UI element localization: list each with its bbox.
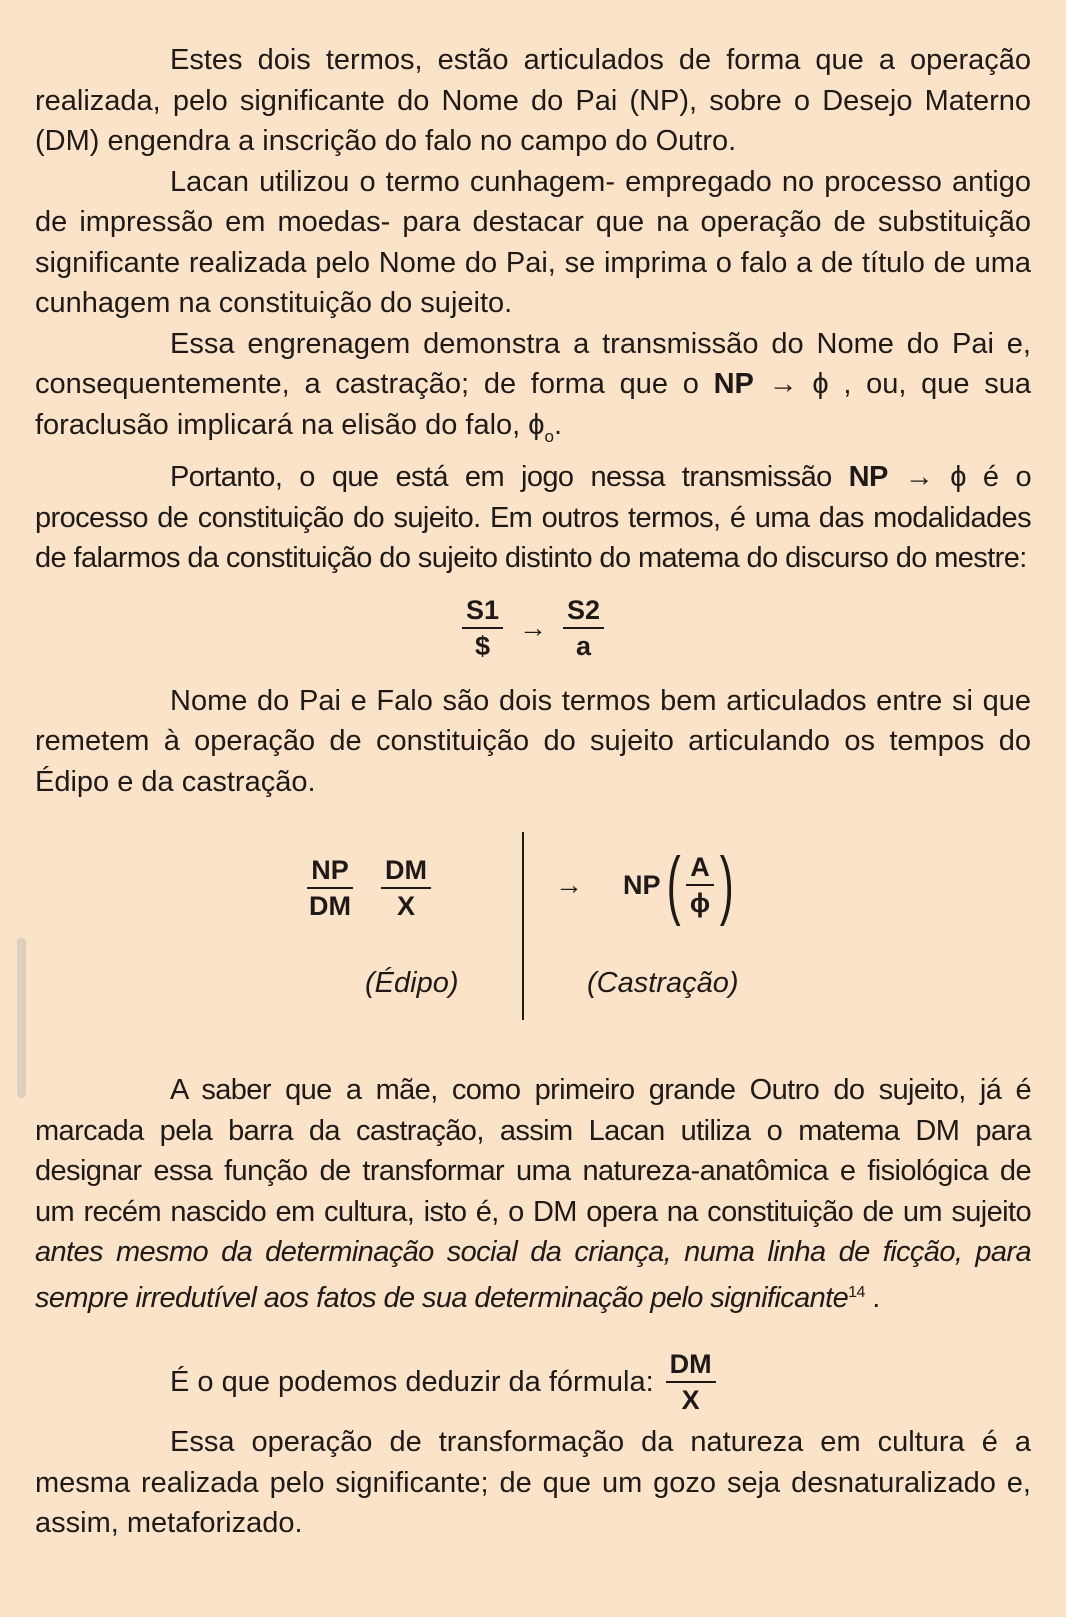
text: . (864, 1281, 880, 1314)
np-parenthesized (623, 842, 739, 927)
text: Essa engrenagem demonstra a transmissão do Nome do Pai e, consequentemente, a castração; de forma que o (35, 327, 1031, 400)
numerator: DM (381, 857, 431, 889)
fraction-dm-x (381, 857, 431, 919)
master-discourse-matheme (35, 583, 1031, 673)
text: A saber que a mãe, como primeiro grande Outro do sujeito, já é marcada pela barra da castração, assim Lacan utiliza o matema DM para designar essa função de transformar uma natureza-anatômica e fisiológica de um recém nascido em cultura, isto é, o DM opera na constituição de um sujeito (35, 1074, 1031, 1228)
paragraph-1: Estes dois termos, estão articulados de forma que a operação realizada, pelo significante do Nome do Pai (NP), sobre o Desejo Materno (DM) engendra a inscrição do falo no campo do Outro. (35, 44, 1031, 157)
paragraph-5: Nome do Pai e Falo são dois termos bem articulados entre si que remetem à operação de constituição do sujeito articulando os tempos do Édipo e da castração. (35, 684, 1031, 798)
paragraph-6 (35, 1070, 1031, 1318)
document-page (35, 40, 1031, 1544)
oedipus-formula (305, 857, 431, 919)
numerator: DM (666, 1351, 716, 1383)
phi-symbol: ϕ (812, 368, 829, 400)
subscript: o (544, 426, 554, 446)
footnote-ref: 14 (848, 1283, 865, 1301)
phi-symbol: ϕ (950, 461, 966, 493)
denominator: DM (309, 891, 351, 921)
paren-close: ) (719, 842, 734, 927)
caption-castration: (Castração) (587, 967, 739, 999)
scrollbar[interactable] (17, 938, 26, 1098)
np-symbol: NP (848, 461, 888, 493)
vertical-divider (522, 832, 524, 1020)
numerator: NP (307, 857, 353, 889)
caption-oedipus: (Édipo) (365, 967, 459, 999)
fraction-s2 (563, 594, 604, 661)
np-symbol: NP (713, 368, 754, 400)
paragraph-7: Essa operação de transformação da natureza em cultura é a mesma realizada pelo significante; de que um gozo seja desnaturalizado e, assim, metaforizado. (35, 1426, 1031, 1539)
fraction-np-dm (305, 857, 355, 919)
text: Portanto, o que está em jogo nessa transmissão (170, 461, 849, 493)
denominator: ϕ (689, 888, 711, 918)
formula-text: É o que podemos deduzir da fórmula: (170, 1365, 654, 1398)
fraction-a-phi (686, 854, 714, 916)
text: . (554, 408, 563, 441)
numerator: S2 (563, 597, 604, 629)
text: , ou, que sua foraclusão implicará na elisão do falo, (35, 368, 1031, 441)
phi-symbol: ϕ (528, 408, 545, 441)
italic-quote: antes mesmo da determinação social da criança, numa linha de ficção, para sempre irredutível aos fatos de sua determinação pelo significante (35, 1236, 1031, 1314)
denominator: X (396, 891, 415, 921)
arrow-symbol: → (555, 869, 583, 900)
paragraph-3 (35, 324, 1031, 458)
denominator: a (576, 630, 592, 661)
np-symbol: NP (623, 869, 661, 900)
arrow-symbol: → (519, 611, 547, 643)
fraction-dm-x (666, 1351, 716, 1413)
fraction-s1 (462, 594, 503, 661)
castration-formula (555, 842, 739, 927)
denominator: X (681, 1385, 700, 1415)
denominator: $ (474, 630, 490, 661)
numerator: S1 (462, 597, 503, 629)
oedipus-castration-diagram (35, 802, 1031, 1070)
arrow-symbol: → (753, 368, 813, 400)
arrow-symbol: → (887, 461, 951, 493)
numerator: A (686, 854, 714, 886)
paragraph-2: Lacan utilizou o termo cunhagem- empregado no processo antigo de impressão em moedas- para destacar que na operação de substituição significante realizada pelo Nome do Pai, se imprima o falo a de título de uma cunhagem na constituição do sujeito. (35, 165, 1031, 319)
paren-open: ( (666, 842, 681, 927)
text: é o processo de constituição do sujeito. Em outros termos, é uma das modalidades de falarmos da constituição do sujeito distinto do matema do discurso do mestre: (35, 461, 1031, 574)
formula-line (35, 1342, 1031, 1422)
paragraph-4 (35, 457, 1031, 579)
